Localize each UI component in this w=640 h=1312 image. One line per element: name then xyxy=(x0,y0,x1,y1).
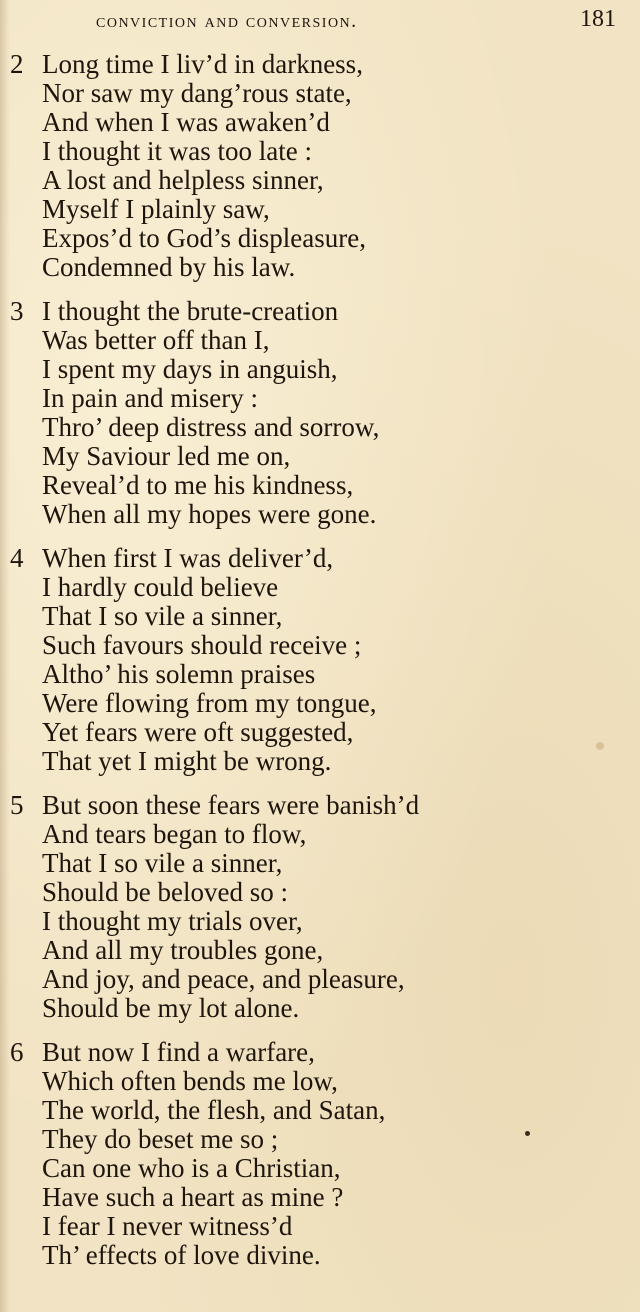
verse-line: Which often bends me low, xyxy=(42,1066,338,1096)
verse-line: In pain and misery : xyxy=(42,383,258,413)
paper-stain xyxy=(596,742,604,750)
stanza-number: 4 xyxy=(10,543,24,573)
stanza xyxy=(0,297,640,529)
verse-line: When first I was deliver’d, xyxy=(42,543,334,573)
stanza-number: 2 xyxy=(10,49,24,79)
page-header xyxy=(96,6,616,40)
verse-line: When all my hopes were gone. xyxy=(42,499,377,529)
verse-line: Thro’ deep distress and sorrow, xyxy=(42,412,380,442)
verse-line: Can one who is a Christian, xyxy=(42,1153,341,1183)
ink-dot xyxy=(525,1131,530,1136)
verse-line: Myself I plainly saw, xyxy=(42,194,270,224)
hymn-text xyxy=(0,50,640,1285)
verse-line: Condemned by his law. xyxy=(42,252,296,282)
verse-line: Were flowing from my tongue, xyxy=(42,688,377,718)
verse-line: Th’ effects of love divine. xyxy=(42,1240,321,1270)
verse-line: I spent my days in anguish, xyxy=(42,354,338,384)
stanza-number: 6 xyxy=(10,1037,24,1067)
stanza xyxy=(0,50,640,282)
verse-line: Nor saw my dang’rous state, xyxy=(42,78,352,108)
verse-line: That yet I might be wrong. xyxy=(42,746,332,776)
verse-line: Should be my lot alone. xyxy=(42,993,300,1023)
stanza-number: 3 xyxy=(10,296,24,326)
verse-line: My Saviour led me on, xyxy=(42,441,291,471)
verse-line: And all my troubles gone, xyxy=(42,935,324,965)
verse-line: And when I was awaken’d xyxy=(42,107,330,137)
verse-line: Have such a heart as mine ? xyxy=(42,1182,344,1212)
verse-line: They do beset me so ; xyxy=(42,1124,279,1154)
verse-line: Was better off than I, xyxy=(42,325,270,355)
verse-line: That I so vile a sinner, xyxy=(42,601,283,631)
page-number: 181 xyxy=(580,6,616,32)
verse-line: Altho’ his solemn praises xyxy=(42,659,316,689)
verse-line: And tears began to flow, xyxy=(42,819,307,849)
stanza xyxy=(0,791,640,1023)
verse-line: I thought my trials over, xyxy=(42,906,303,936)
verse-line: Should be beloved so : xyxy=(42,877,288,907)
verse-line: Such favours should receive ; xyxy=(42,630,362,660)
verse-line: Long time I liv’d in darkness, xyxy=(42,49,363,79)
verse-line: I hardly could believe xyxy=(42,572,279,602)
stanza-number: 5 xyxy=(10,790,24,820)
verse-line: I fear I never witness’d xyxy=(42,1211,293,1241)
verse-line: The world, the flesh, and Satan, xyxy=(42,1095,386,1125)
running-title: conviction and conversion. xyxy=(96,10,358,32)
verse-line: I thought it was too late : xyxy=(42,136,312,166)
verse-line: I thought the brute-creation xyxy=(42,296,339,326)
verse-line: A lost and helpless sinner, xyxy=(42,165,324,195)
verse-line: And joy, and peace, and pleasure, xyxy=(42,964,405,994)
stanza xyxy=(0,1038,640,1270)
verse-line: That I so vile a sinner, xyxy=(42,848,283,878)
verse-line: Reveal’d to me his kindness, xyxy=(42,470,354,500)
verse-line: But now I find a warfare, xyxy=(42,1037,315,1067)
verse-line: But soon these fears were banish’d xyxy=(42,790,420,820)
verse-line: Expos’d to God’s displeasure, xyxy=(42,223,366,253)
stanza xyxy=(0,544,640,776)
verse-line: Yet fears were oft suggested, xyxy=(42,717,354,747)
